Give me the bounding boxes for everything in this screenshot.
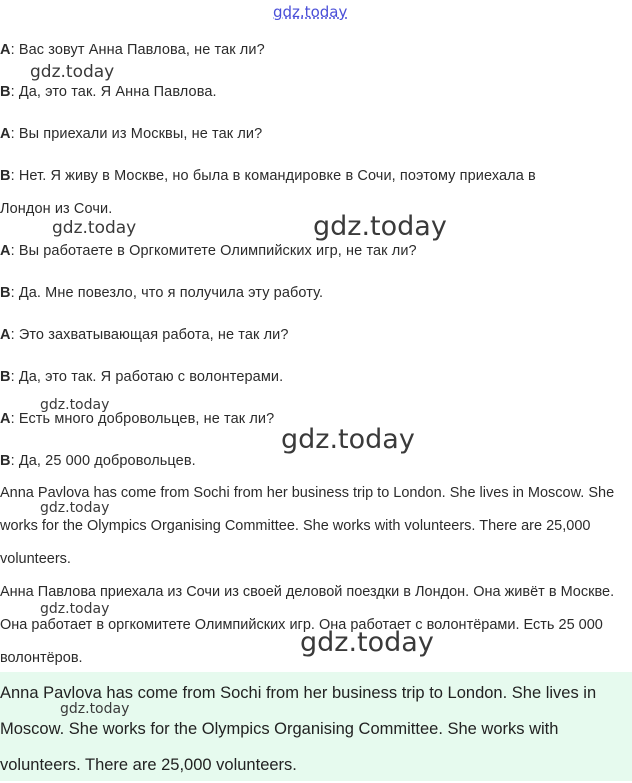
dialogue-line [0, 285, 323, 301]
dialogue-line [0, 42, 265, 58]
speaker-label: B [0, 369, 11, 385]
dialogue-text: : Это захватывающая работа, не так ли? [10, 327, 289, 343]
watermark: gdz.today [40, 500, 110, 516]
speaker-label: A [0, 42, 11, 58]
watermark: gdz.today [40, 397, 110, 413]
dialogue-text: : Вы работаете в Оргкомитете Олимпийских игр, не так ли? [10, 243, 417, 259]
watermark: gdz.today [300, 627, 434, 658]
dialogue-text: : Вы приехали из Москвы, не так ли? [10, 126, 263, 142]
speaker-label: B [0, 285, 11, 301]
speaker-label: B [0, 168, 11, 184]
dialogue-line [0, 168, 536, 184]
answer-english: Anna Pavlova has come from Sochi from her business trip to London. She lives in Moscow. She works for the Olympics Organising Committee. She works with volunteers. There are 25,000 volunteers. [0, 684, 597, 774]
summary-russian: Анна Павлова приехала из Сочи из своей деловой поездки в Лондон. Она живёт в Москве. Она работает в оргкомитете Олимпийских игр. Она работает с волонтёрами. Есть 25 000 волонтёров. [0, 584, 615, 666]
speaker-label: A [0, 411, 11, 427]
dialogue-text: : Вас зовут Анна Павлова, не так ли? [10, 42, 265, 58]
watermark: gdz.today [40, 601, 110, 617]
watermark: gdz.today [281, 424, 415, 455]
dialogue-line [0, 453, 196, 469]
speaker-label: A [0, 243, 11, 259]
summary-english: Anna Pavlova has come from Sochi from her business trip to London. She lives in Moscow. She works for the Olympics Organising Committee. She works with volunteers. There are 25,000 volunteers. [0, 485, 615, 567]
dialogue-text: : Да. Мне повезло, что я получила эту работу. [10, 285, 324, 301]
dialogue-text: : Да, это так. Я работаю с волонтерами. [10, 369, 284, 385]
header-watermark: gdz.today [273, 3, 348, 21]
speaker-label: B [0, 84, 11, 100]
watermark: gdz.today [30, 62, 115, 82]
dialogue-text: Лондон из Сочи. [0, 201, 113, 217]
watermark: gdz.today [313, 211, 447, 242]
dialogue-line [0, 327, 289, 343]
watermark: gdz.today [60, 701, 130, 717]
dialogue-line [0, 84, 217, 100]
dialogue-line [0, 369, 283, 385]
speaker-label: A [0, 327, 11, 343]
dialogue-text: : Нет. Я живу в Москве, но была в командировке в Сочи, поэтому приехала в [10, 168, 536, 184]
dialogue-text: : Да, 25 000 добровольцев. [10, 453, 196, 469]
dialogue-text: : Да, это так. Я Анна Павлова. [10, 84, 217, 100]
dialogue-line [0, 411, 274, 427]
watermark: gdz.today [52, 218, 137, 238]
dialogue-line [0, 126, 262, 142]
speaker-label: A [0, 126, 11, 142]
speaker-label: B [0, 453, 11, 469]
dialogue-line [0, 201, 112, 217]
dialogue-text: : Есть много добровольцев, не так ли? [10, 411, 275, 427]
dialogue-line [0, 243, 417, 259]
